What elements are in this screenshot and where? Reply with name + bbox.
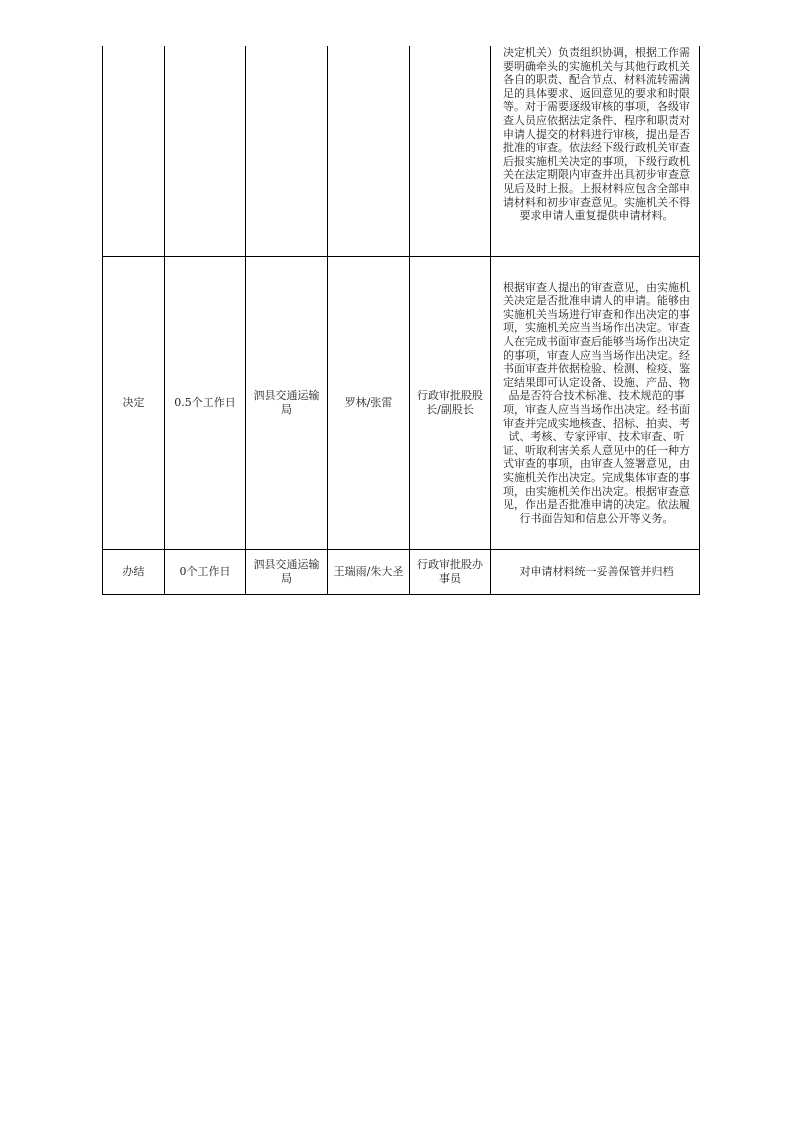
description-cell: 根据审查人提出的审查意见，由实施机关决定是否批准申请人的申请。能够由实施机关当场进行审查和作出决定的事项，实施机关应当当场作出决定。审查人在完成书面审查后能够当场作出决定的事项，审查人应当当场作出决定。经书面审查并依据检验、检测、检疫、鉴定结果即可认定设备、设施、产品、物品是否符合技术标准、技术规范的事项，审查人应当当场作出决定。经书面审查并完成实地核查、招标、拍卖、考试、考核、专家评审、技术审查、听证、听取利害关系人意见中的任一种方式审查的事项，由审查人签署意见，由实施机关作出决定。完成集体审查的事项，由实施机关作出决定。根据审查意见，作出是否批准申请的决定。依法履行书面告知和信息公开等义务。 (491, 257, 700, 550)
step-cell: 办结 (103, 550, 165, 595)
position-cell (410, 46, 491, 257)
time-limit-cell: 0个工作日 (165, 550, 246, 595)
description-cell: 决定机关）负责组织协调，根据工作需要明确牵头的实施机关与其他行政机关各自的职责、配合节点、材料流转需满足的具体要求、返回意见的要求和时限等。对于需要逐级审核的事项，各级审查人员应依据法定条件、程序和职责对申请人提交的材料进行审核，提出是否批准的审查。依法经下级行政机关审查后报实施机关决定的事项，下级行政机关在法定期限内审查并出具初步审查意见后及时上报。上报材料应包含全部申请材料和初步审查意见。实施机关不得要求申请人重复提供申请材料。 (491, 46, 700, 257)
time-limit-cell: 0.5个工作日 (165, 257, 246, 550)
responsible-person-cell: 罗林/张雷 (328, 257, 410, 550)
organization-cell (246, 46, 328, 257)
step-cell: 决定 (103, 257, 165, 550)
table-row (103, 257, 700, 550)
table-row (103, 550, 700, 595)
responsible-person-cell: 王瑞雨/朱大圣 (328, 550, 410, 595)
time-limit-cell (165, 46, 246, 257)
table-row (103, 46, 700, 257)
step-cell (103, 46, 165, 257)
position-cell: 行政审批股股长/副股长 (410, 257, 491, 550)
description-cell: 对申请材料统一妥善保管并归档 (491, 550, 700, 595)
process-table (102, 46, 700, 595)
organization-cell: 泗县交通运输局 (246, 257, 328, 550)
responsible-person-cell (328, 46, 410, 257)
position-cell: 行政审批股办事员 (410, 550, 491, 595)
organization-cell: 泗县交通运输局 (246, 550, 328, 595)
